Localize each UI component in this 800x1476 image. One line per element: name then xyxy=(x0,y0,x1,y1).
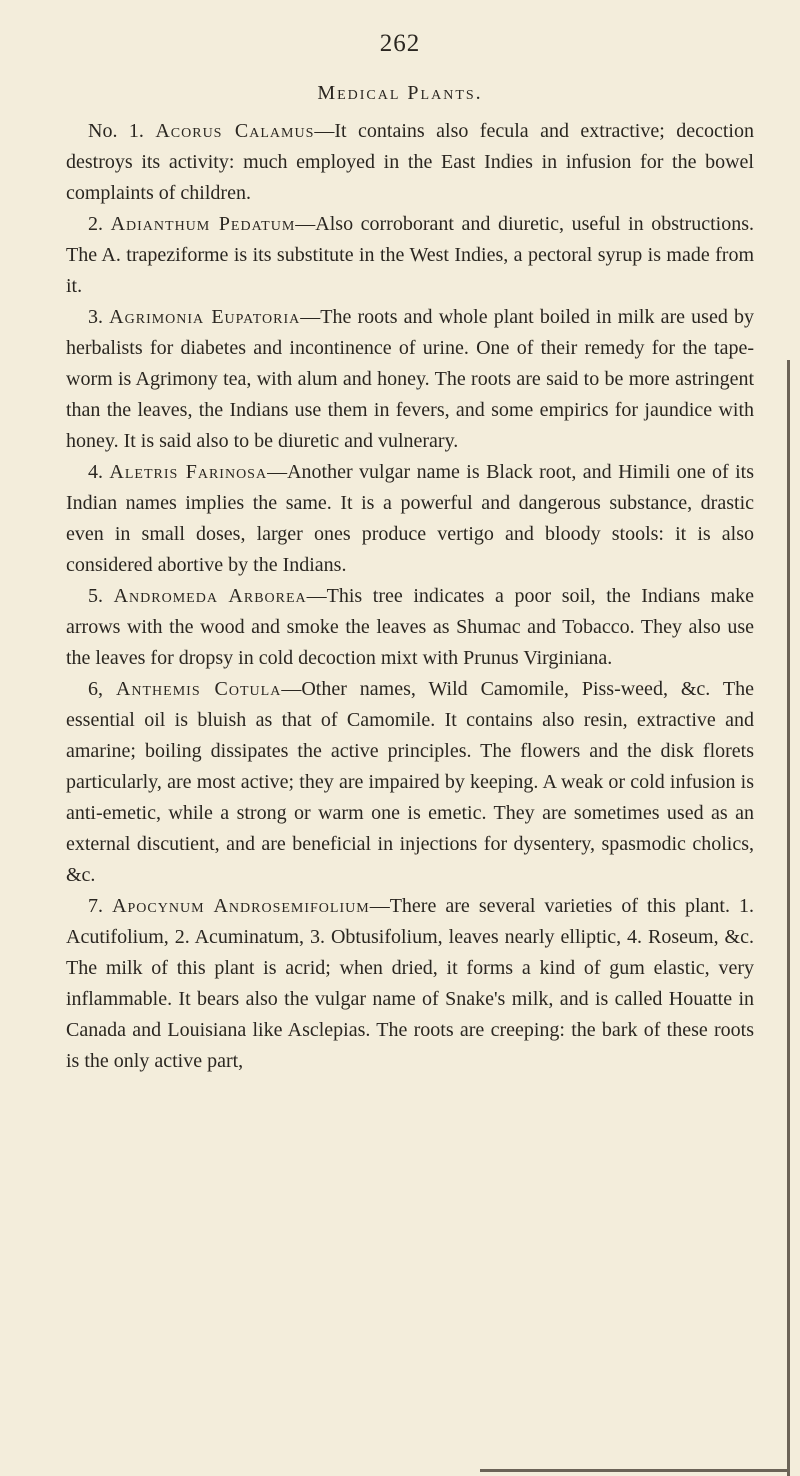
page-edge-bottom xyxy=(480,1469,790,1472)
entry-paragraph xyxy=(66,674,754,891)
entry-number: 5. xyxy=(88,585,103,607)
entry-number: 7. xyxy=(88,895,103,917)
entry-paragraph xyxy=(66,209,754,302)
entry-text: —Another vulgar name is Black root, and Himili one of its Indian names implies the same. It is a powerful and dangerous substance, drastic even in small doses, larger ones produce vertigo and bloody stools: it is also considered abortive by the Indians. xyxy=(66,461,754,576)
entry-text: —The roots and whole plant boiled in milk are used by herbalists for diabetes and incontinence of urine. One of their remedy for the tape-worm is Agrimony tea, with alum and honey. The roots are said to be more astringent than the leaves, the Indians use them in fevers, and some empirics for jaundice with honey. It is said also to be diuretic and vulnerary. xyxy=(66,306,755,452)
entry-text: —Also corroborant and diuretic, useful in obstructions. The A. trapeziforme is its substitute in the West Indies, a pectoral syrup is made from it. xyxy=(66,213,754,297)
entry-text: —It contains also fecula and extractive; decoction destroys its activity: much employed in the East Indies in infusion for the bowel complaints of children. xyxy=(66,120,754,204)
entry-number: 3. xyxy=(88,306,103,328)
plant-name: Adianthum Pedatum xyxy=(110,213,296,235)
entry-text: —Other names, Wild Camomile, Piss-weed, &c. The essential oil is bluish as that of Camomile. It contains also resin, extractive and amarine; boiling dissipates the active principles. The flowers and the disk florets particularly, are most active; they are impaired by keeping. A weak or cold infusion is anti-emetic, while a strong or warm one is emetic. They are sometimes used as an external discutient, and are beneficial in injections for dysentery, spasmodic cholics, &c. xyxy=(66,678,754,886)
page-edge-shadow xyxy=(787,360,790,1476)
plant-name: Aletris Farinosa xyxy=(109,461,268,483)
entry-number: 2. xyxy=(88,213,103,235)
body-text xyxy=(66,116,754,1077)
plant-name: Agrimonia Eupatoria xyxy=(109,306,301,328)
running-head: Medical Plants. xyxy=(317,82,483,104)
plant-name: Anthemis Cotula xyxy=(115,678,282,700)
plant-name: Acorus Calamus xyxy=(155,120,315,142)
plant-name: Apocynum Androsemifolium xyxy=(112,895,370,917)
entry-paragraph xyxy=(66,302,754,457)
entry-paragraph xyxy=(66,457,754,581)
plant-name: Andromeda Arborea xyxy=(113,585,307,607)
entry-paragraph xyxy=(66,116,754,209)
entry-text: —This tree indicates a poor soil, the Indians make arrows with the wood and smoke the leaves as Shumac and Tobacco. They also use the leaves for dropsy in cold decoction mixt with Prunus Virginiana. xyxy=(66,585,754,669)
entry-text: —There are several varieties of this plant. 1. Acutifolium, 2. Acuminatum, 3. Obtusifolium, leaves nearly elliptic, 4. Roseum, &c. The milk of this plant is acrid; when dried, it forms a kind of gum elastic, very inflammable. It bears also the vulgar name of Snake's milk, and is called Houatte in Canada and Louisiana like Asclepias. The roots are creeping: the bark of these roots is the only active part, xyxy=(66,895,755,1072)
entry-number: 6, xyxy=(88,678,103,700)
entry-paragraph xyxy=(66,581,754,674)
entry-number: No. 1. xyxy=(88,120,144,142)
entry-paragraph xyxy=(66,891,754,1077)
page-number: 262 xyxy=(379,30,421,57)
entry-number: 4. xyxy=(88,461,103,483)
